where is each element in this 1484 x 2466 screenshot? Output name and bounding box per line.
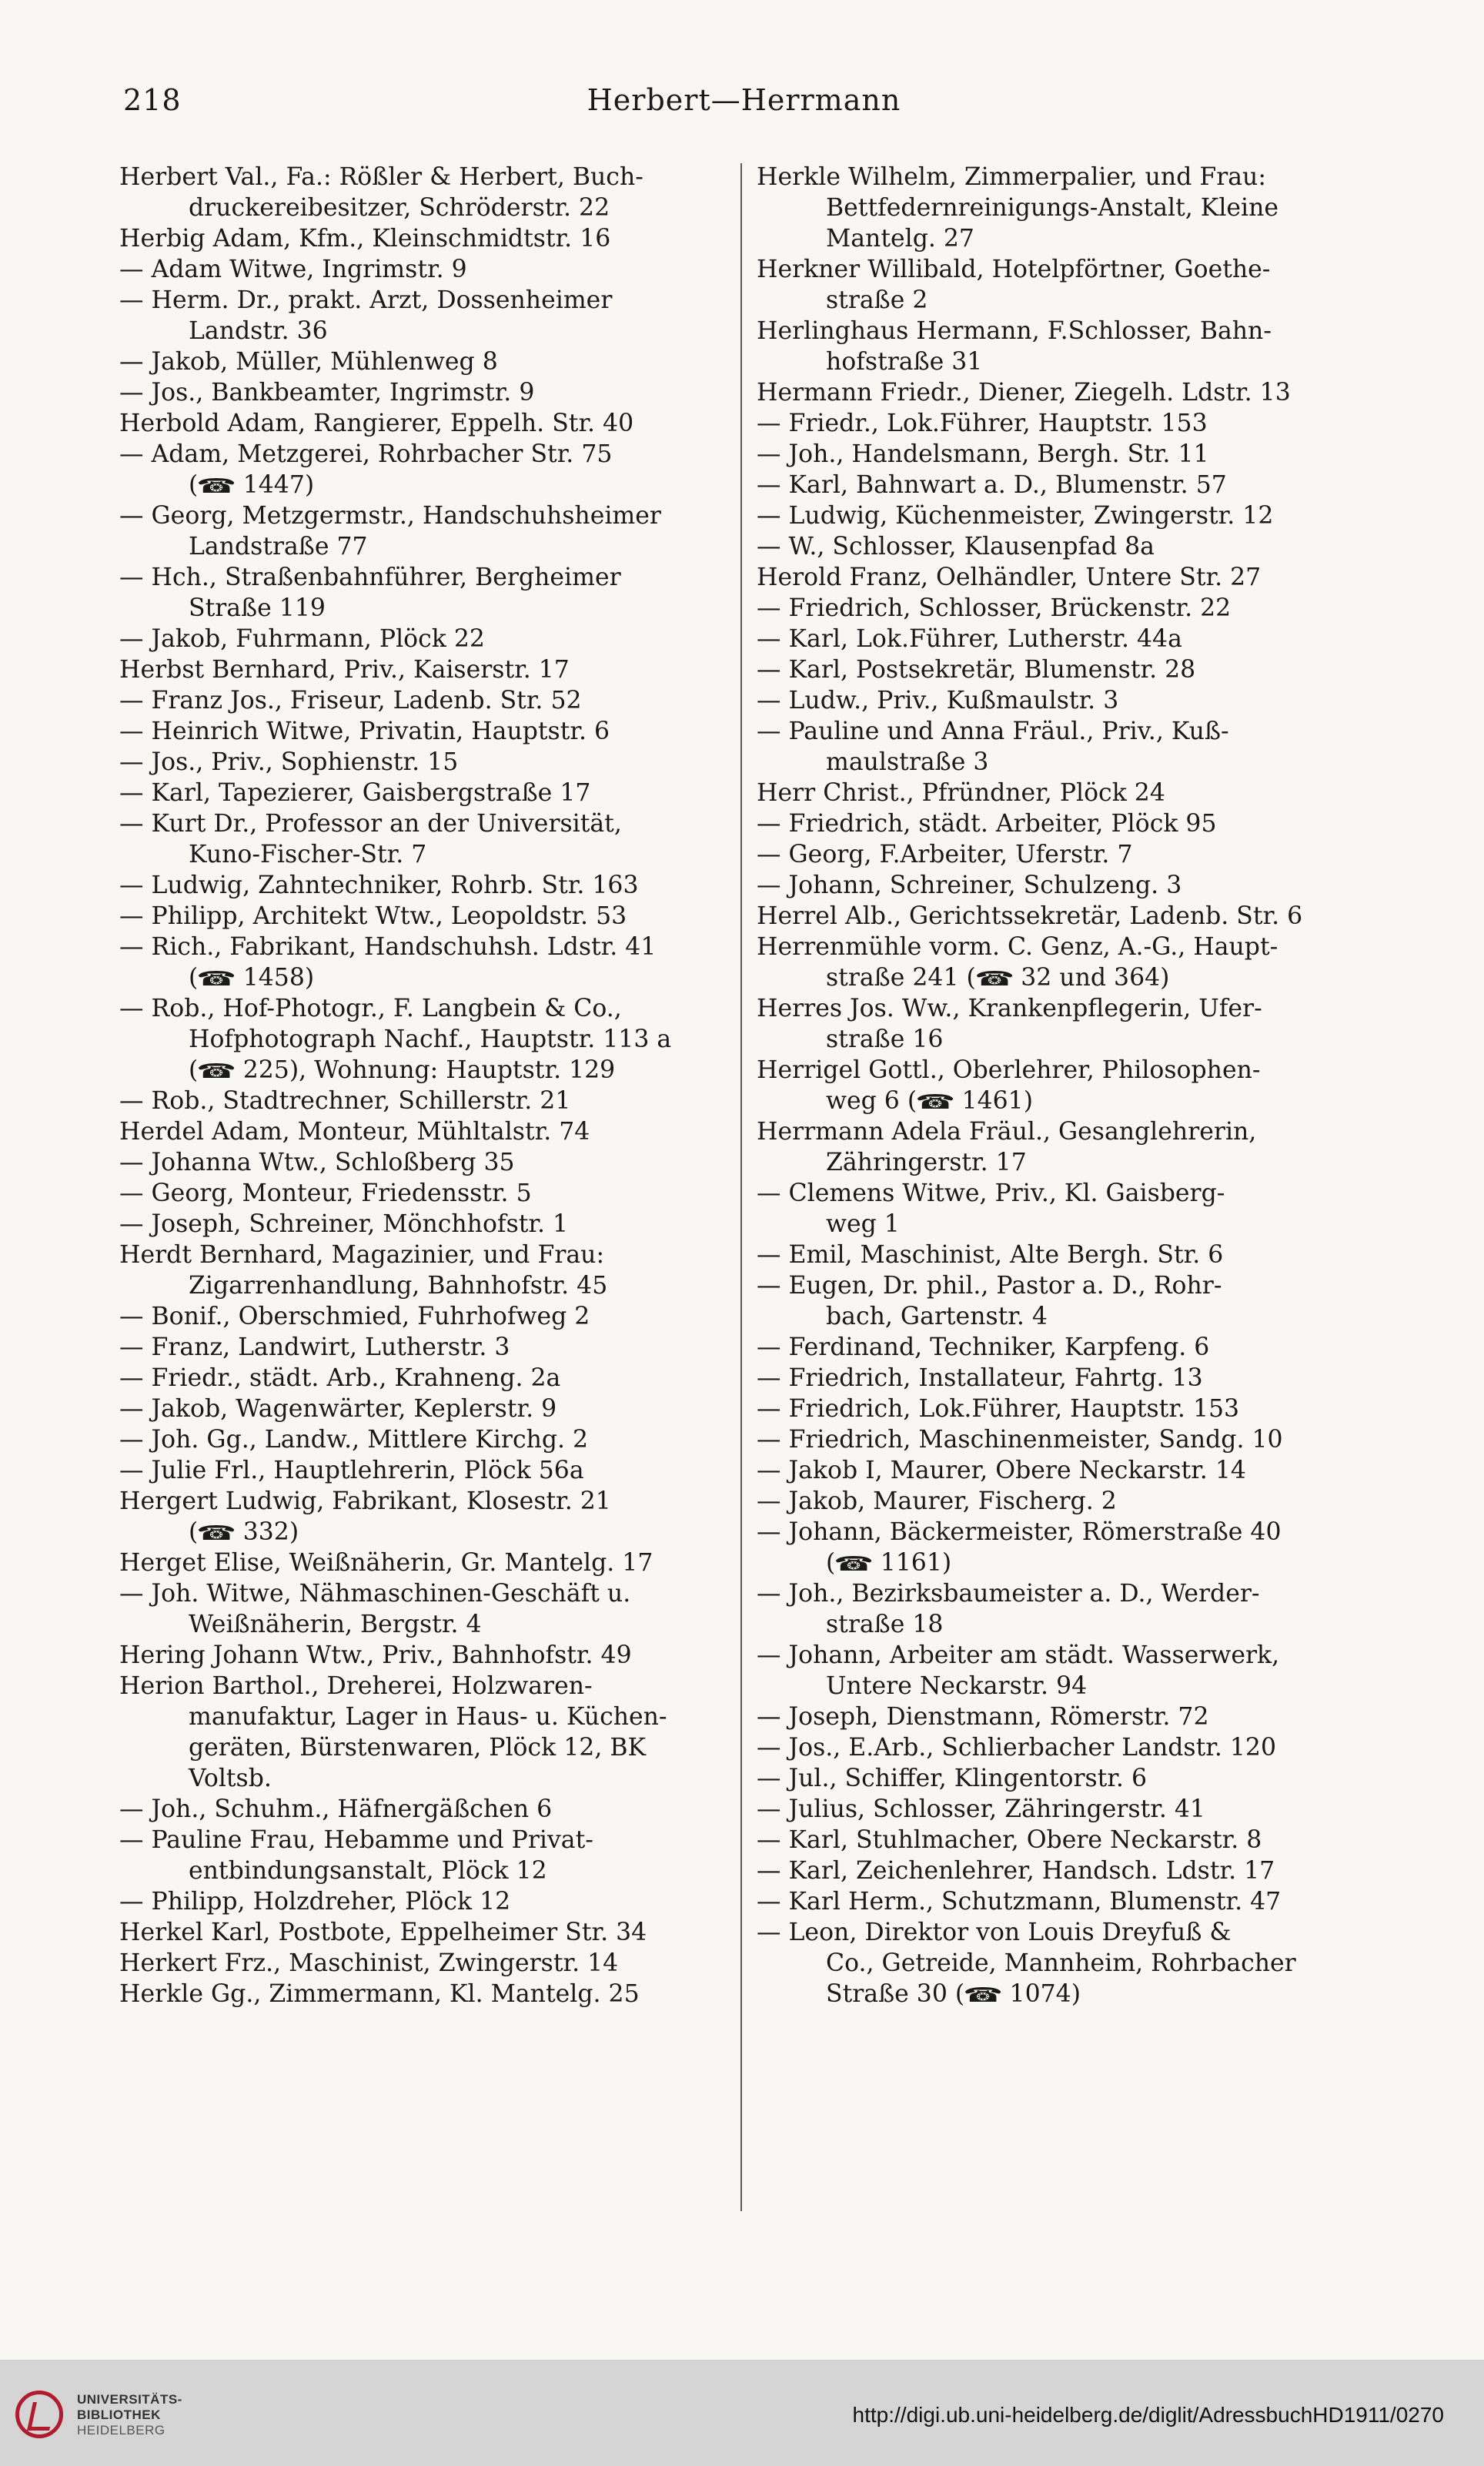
- directory-subentry: — Johann, Bäckermeister, Römerstraße 40: [757, 1517, 1365, 1548]
- directory-entry: Hering Johann Wtw., Priv., Bahnhofstr. 49: [119, 1641, 632, 1669]
- directory-subentry: — Karl, Stuhlmacher, Obere Neckarstr. 8: [757, 1825, 1365, 1855]
- directory-entry: Herget Elise, Weißnäherin, Gr. Mantelg. 17: [119, 1549, 653, 1577]
- directory-entry: Herrel Alb., Gerichtssekretär, Ladenb. Str. 6: [757, 902, 1303, 930]
- directory-entry: Herold Franz, Oelhändler, Untere Str. 27: [757, 564, 1262, 591]
- directory-subentry: — Ludwig, Zahntechniker, Rohrb. Str. 163: [119, 870, 735, 901]
- entry-continuation: manufaktur, Lager in Haus- u. Küchen-: [189, 1703, 667, 1731]
- telephone-icon: ☎: [974, 968, 1014, 991]
- telephone-icon: ☎: [834, 1553, 874, 1576]
- directory-entry: Herkel Karl, Postbote, Eppelheimer Str. 34: [119, 1919, 647, 1946]
- directory-subentry: — Georg, F.Arbeiter, Uferstr. 7: [757, 839, 1365, 870]
- directory-subentry: — Jakob, Maurer, Fischerg. 2: [757, 1486, 1365, 1517]
- entry-continuation: Landstr. 36: [189, 317, 328, 345]
- entry-continuation: Hofphotograph Nachf., Hauptstr. 113 a: [189, 1026, 672, 1053]
- directory-subentry: — Joseph, Dienstmann, Römerstr. 72: [757, 1701, 1365, 1732]
- directory-subentry: — Georg, Metzgermstr., Handschuhsheimer: [119, 500, 735, 531]
- entry-continuation: Weißnäherin, Bergstr. 4: [189, 1611, 482, 1638]
- directory-entry: Herion Barthol., Dreherei, Holzwaren-: [119, 1672, 593, 1700]
- directory-subentry: — Joh., Bezirksbaumeister a. D., Werder-: [757, 1578, 1365, 1609]
- directory-entry: Herlinghaus Hermann, F.Schlosser, Bahn-: [757, 317, 1272, 345]
- directory-subentry: — Joh. Gg., Landw., Mittlere Kirchg. 2: [119, 1424, 735, 1455]
- footer-bar: [0, 2360, 1484, 2466]
- directory-entry: Herbst Bernhard, Priv., Kaiserstr. 17: [119, 656, 570, 684]
- directory-entry: Herres Jos. Ww., Krankenpflegerin, Ufer-: [757, 995, 1262, 1022]
- directory-subentry: — Jakob, Müller, Mühlenweg 8: [119, 346, 735, 377]
- entry-continuation: entbindungsanstalt, Plöck 12: [189, 1857, 547, 1885]
- directory-subentry: — Ludw., Priv., Kußmaulstr. 3: [757, 685, 1365, 716]
- directory-entry: Herkle Wilhelm, Zimmerpalier, und Frau:: [757, 163, 1266, 191]
- telephone-icon: ☎: [196, 968, 237, 991]
- directory-entry: Herbig Adam, Kfm., Kleinschmidtstr. 16: [119, 225, 611, 253]
- entry-continuation: bach, Gartenstr. 4: [826, 1303, 1048, 1330]
- directory-entry: Herdel Adam, Monteur, Mühltalstr. 74: [119, 1118, 590, 1146]
- telephone-icon: ☎: [196, 475, 237, 498]
- directory-entry: Herkner Willibald, Hotelpförtner, Goethe-: [757, 256, 1271, 283]
- directory-subentry: — Jakob I, Maurer, Obere Neckarstr. 14: [757, 1455, 1365, 1486]
- directory-entry: Herkle Gg., Zimmermann, Kl. Mantelg. 25: [119, 1980, 640, 2008]
- column-divider: [740, 163, 742, 2211]
- directory-subentry: — Franz Jos., Friseur, Ladenb. Str. 52: [119, 685, 735, 716]
- directory-entry: Herbold Adam, Rangierer, Eppelh. Str. 40: [119, 410, 634, 437]
- directory-entry: Hergert Ludwig, Fabrikant, Klosestr. 21: [119, 1487, 611, 1515]
- directory-subentry: — Georg, Monteur, Friedensstr. 5: [119, 1178, 735, 1209]
- footer-permalink[interactable]: http://digi.ub.uni-heidelberg.de/diglit/AdressbuchHD1911/0270: [852, 2403, 1444, 2427]
- directory-subentry: — Adam Witwe, Ingrimstr. 9: [119, 254, 735, 285]
- entry-continuation: geräten, Bürstenwaren, Plöck 12, BK: [189, 1734, 647, 1762]
- directory-subentry: — Friedr., städt. Arb., Krahneng. 2a: [119, 1363, 735, 1394]
- entry-continuation: straße 16: [826, 1026, 944, 1053]
- entry-continuation: druckereibesitzer, Schröderstr. 22: [189, 194, 610, 222]
- directory-subentry: — Hch., Straßenbahnführer, Bergheimer: [119, 562, 735, 593]
- directory-entry: Herrigel Gottl., Oberlehrer, Philosophen-: [757, 1056, 1261, 1084]
- directory-subentry: — Jos., E.Arb., Schlierbacher Landstr. 120: [757, 1732, 1365, 1763]
- directory-entry: Herrenmühle vorm. C. Genz, A.-G., Haupt-: [757, 933, 1278, 961]
- directory-subentry: — Philipp, Holzdreher, Plöck 12: [119, 1886, 735, 1917]
- directory-subentry: — Joh. Witwe, Nähmaschinen-Geschäft u.: [119, 1578, 735, 1609]
- entry-continuation: straße 2: [826, 286, 928, 314]
- entry-continuation: Voltsb.: [189, 1765, 272, 1792]
- directory-subentry: — Friedrich, Installateur, Fahrtg. 13: [757, 1363, 1365, 1394]
- entry-continuation: Untere Neckarstr. 94: [826, 1672, 1088, 1700]
- directory-entry: Herr Christ., Pfründner, Plöck 24: [757, 779, 1165, 807]
- directory-subentry: — Karl, Zeichenlehrer, Handsch. Ldstr. 17: [757, 1855, 1365, 1886]
- directory-subentry: — Kurt Dr., Professor an der Universität,: [119, 808, 735, 839]
- entry-continuation: Kuno-Fischer-Str. 7: [189, 841, 427, 868]
- directory-subentry: — Clemens Witwe, Priv., Kl. Gaisberg-: [757, 1178, 1365, 1209]
- directory-subentry: — Adam, Metzgerei, Rohrbacher Str. 75: [119, 439, 735, 470]
- directory-subentry: — Julie Frl., Hauptlehrerin, Plöck 56a: [119, 1455, 735, 1486]
- logo-line: HEIDELBERG: [77, 2423, 165, 2438]
- entry-continuation: (☎ 1458): [119, 962, 735, 993]
- entry-continuation: (☎ 332): [119, 1517, 735, 1548]
- left-column: [119, 162, 735, 2009]
- entry-continuation: Mantelg. 27: [826, 225, 974, 253]
- directory-subentry: — Jakob, Wagenwärter, Keplerstr. 9: [119, 1394, 735, 1424]
- directory-subentry: — Jos., Priv., Sophienstr. 15: [119, 747, 735, 778]
- directory-subentry: — Johann, Arbeiter am städt. Wasserwerk,: [757, 1640, 1365, 1671]
- directory-entry: Herdt Bernhard, Magazinier, und Frau:: [119, 1241, 605, 1269]
- directory-subentry: — Eugen, Dr. phil., Pastor a. D., Rohr-: [757, 1270, 1365, 1301]
- directory-subentry: — Herm. Dr., prakt. Arzt, Dossenheimer: [119, 285, 735, 316]
- directory-subentry: — Karl Herm., Schutzmann, Blumenstr. 47: [757, 1886, 1365, 1917]
- page-number: 218: [123, 83, 182, 117]
- directory-subentry: — W., Schlosser, Klausenpfad 8a: [757, 531, 1365, 562]
- library-logo[interactable]: [77, 2392, 182, 2438]
- directory-subentry: — Pauline und Anna Fräul., Priv., Kuß-: [757, 716, 1365, 747]
- directory-subentry: — Friedrich, Maschinenmeister, Sandg. 10: [757, 1424, 1365, 1455]
- directory-subentry: — Julius, Schlosser, Zähringerstr. 41: [757, 1794, 1365, 1825]
- directory-subentry: — Emil, Maschinist, Alte Bergh. Str. 6: [757, 1240, 1365, 1270]
- directory-subentry: — Rich., Fabrikant, Handschuhsh. Ldstr. 41: [119, 932, 735, 962]
- entry-continuation: Straße 30 (☎ 1074): [757, 1979, 1365, 2009]
- telephone-icon: ☎: [196, 1522, 237, 1545]
- directory-entry: Herrmann Adela Fräul., Gesanglehrerin,: [757, 1118, 1257, 1146]
- directory-subentry: — Franz, Landwirt, Lutherstr. 3: [119, 1332, 735, 1363]
- entry-continuation: Zigarrenhandlung, Bahnhofstr. 45: [189, 1272, 608, 1300]
- directory-subentry: — Karl, Lok.Führer, Lutherstr. 44a: [757, 624, 1365, 654]
- entry-continuation: (☎ 225), Wohnung: Hauptstr. 129: [119, 1055, 735, 1086]
- directory-entry: Herbert Val., Fa.: Rößler & Herbert, Buch-: [119, 163, 643, 191]
- entry-continuation: (☎ 1447): [119, 470, 735, 500]
- directory-subentry: — Heinrich Witwe, Privatin, Hauptstr. 6: [119, 716, 735, 747]
- logo-line: BIBLIOTHEK: [77, 2407, 161, 2422]
- entry-continuation: Landstraße 77: [189, 533, 368, 560]
- directory-subentry: — Rob., Hof-Photogr., F. Langbein & Co.,: [119, 993, 735, 1024]
- directory-subentry: — Friedrich, Schlosser, Brückenstr. 22: [757, 593, 1365, 624]
- entry-continuation: straße 18: [826, 1611, 944, 1638]
- entry-continuation: Straße 119: [189, 594, 326, 622]
- directory-entry: Herkert Frz., Maschinist, Zwingerstr. 14: [119, 1949, 619, 1977]
- directory-subentry: — Karl, Bahnwart a. D., Blumenstr. 57: [757, 470, 1365, 500]
- right-column: [757, 162, 1365, 2009]
- telephone-icon: ☎: [196, 1060, 237, 1083]
- entry-continuation: maulstraße 3: [826, 748, 989, 776]
- directory-subentry: — Leon, Direktor von Louis Dreyfuß &: [757, 1917, 1365, 1948]
- directory-subentry: — Jul., Schiffer, Klingentorstr. 6: [757, 1763, 1365, 1794]
- directory-subentry: — Philipp, Architekt Wtw., Leopoldstr. 53: [119, 901, 735, 932]
- directory-subentry: — Jakob, Fuhrmann, Plöck 22: [119, 624, 735, 654]
- directory-subentry: — Friedr., Lok.Führer, Hauptstr. 153: [757, 408, 1365, 439]
- directory-subentry: — Ludwig, Küchenmeister, Zwingerstr. 12: [757, 500, 1365, 531]
- directory-entry: Hermann Friedr., Diener, Ziegelh. Ldstr. 13: [757, 379, 1291, 407]
- directory-subentry: — Pauline Frau, Hebamme und Privat-: [119, 1825, 735, 1855]
- directory-subentry: — Joh., Schuhm., Häfnergäßchen 6: [119, 1794, 735, 1825]
- directory-subentry: — Bonif., Oberschmied, Fuhrhofweg 2: [119, 1301, 735, 1332]
- library-logo-icon: [15, 2391, 63, 2438]
- logo-line: UNIVERSITÄTS-: [77, 2392, 182, 2407]
- entry-continuation: Co., Getreide, Mannheim, Rohrbacher: [826, 1949, 1296, 1977]
- entry-continuation: weg 1: [826, 1210, 900, 1238]
- directory-subentry: — Karl, Postsekretär, Blumenstr. 28: [757, 654, 1365, 685]
- directory-subentry: — Friedrich, Lok.Führer, Hauptstr. 153: [757, 1394, 1365, 1424]
- entry-continuation: straße 241 (☎ 32 und 364): [757, 962, 1365, 993]
- entry-continuation: hofstraße 31: [826, 348, 983, 376]
- entry-continuation: (☎ 1161): [757, 1548, 1365, 1578]
- page-header: [123, 83, 1365, 129]
- directory-subentry: — Friedrich, städt. Arbeiter, Plöck 95: [757, 808, 1365, 839]
- entry-continuation: Zähringerstr. 17: [826, 1149, 1027, 1176]
- directory-subentry: — Joh., Handelsmann, Bergh. Str. 11: [757, 439, 1365, 470]
- directory-subentry: — Jos., Bankbeamter, Ingrimstr. 9: [119, 377, 735, 408]
- telephone-icon: ☎: [915, 1091, 956, 1114]
- directory-subentry: — Joseph, Schreiner, Mönchhofstr. 1: [119, 1209, 735, 1240]
- entry-continuation: Bettfedernreinigungs-Anstalt, Kleine: [826, 194, 1279, 222]
- running-head: Herbert—Herrmann: [587, 83, 901, 117]
- entry-continuation: weg 6 (☎ 1461): [757, 1086, 1365, 1116]
- directory-subentry: — Johann, Schreiner, Schulzeng. 3: [757, 870, 1365, 901]
- directory-subentry: — Rob., Stadtrechner, Schillerstr. 21: [119, 1086, 735, 1116]
- directory-subentry: — Karl, Tapezierer, Gaisbergstraße 17: [119, 778, 735, 808]
- directory-subentry: — Ferdinand, Techniker, Karpfeng. 6: [757, 1332, 1365, 1363]
- directory-subentry: — Johanna Wtw., Schloßberg 35: [119, 1147, 735, 1178]
- telephone-icon: ☎: [963, 1984, 1004, 2007]
